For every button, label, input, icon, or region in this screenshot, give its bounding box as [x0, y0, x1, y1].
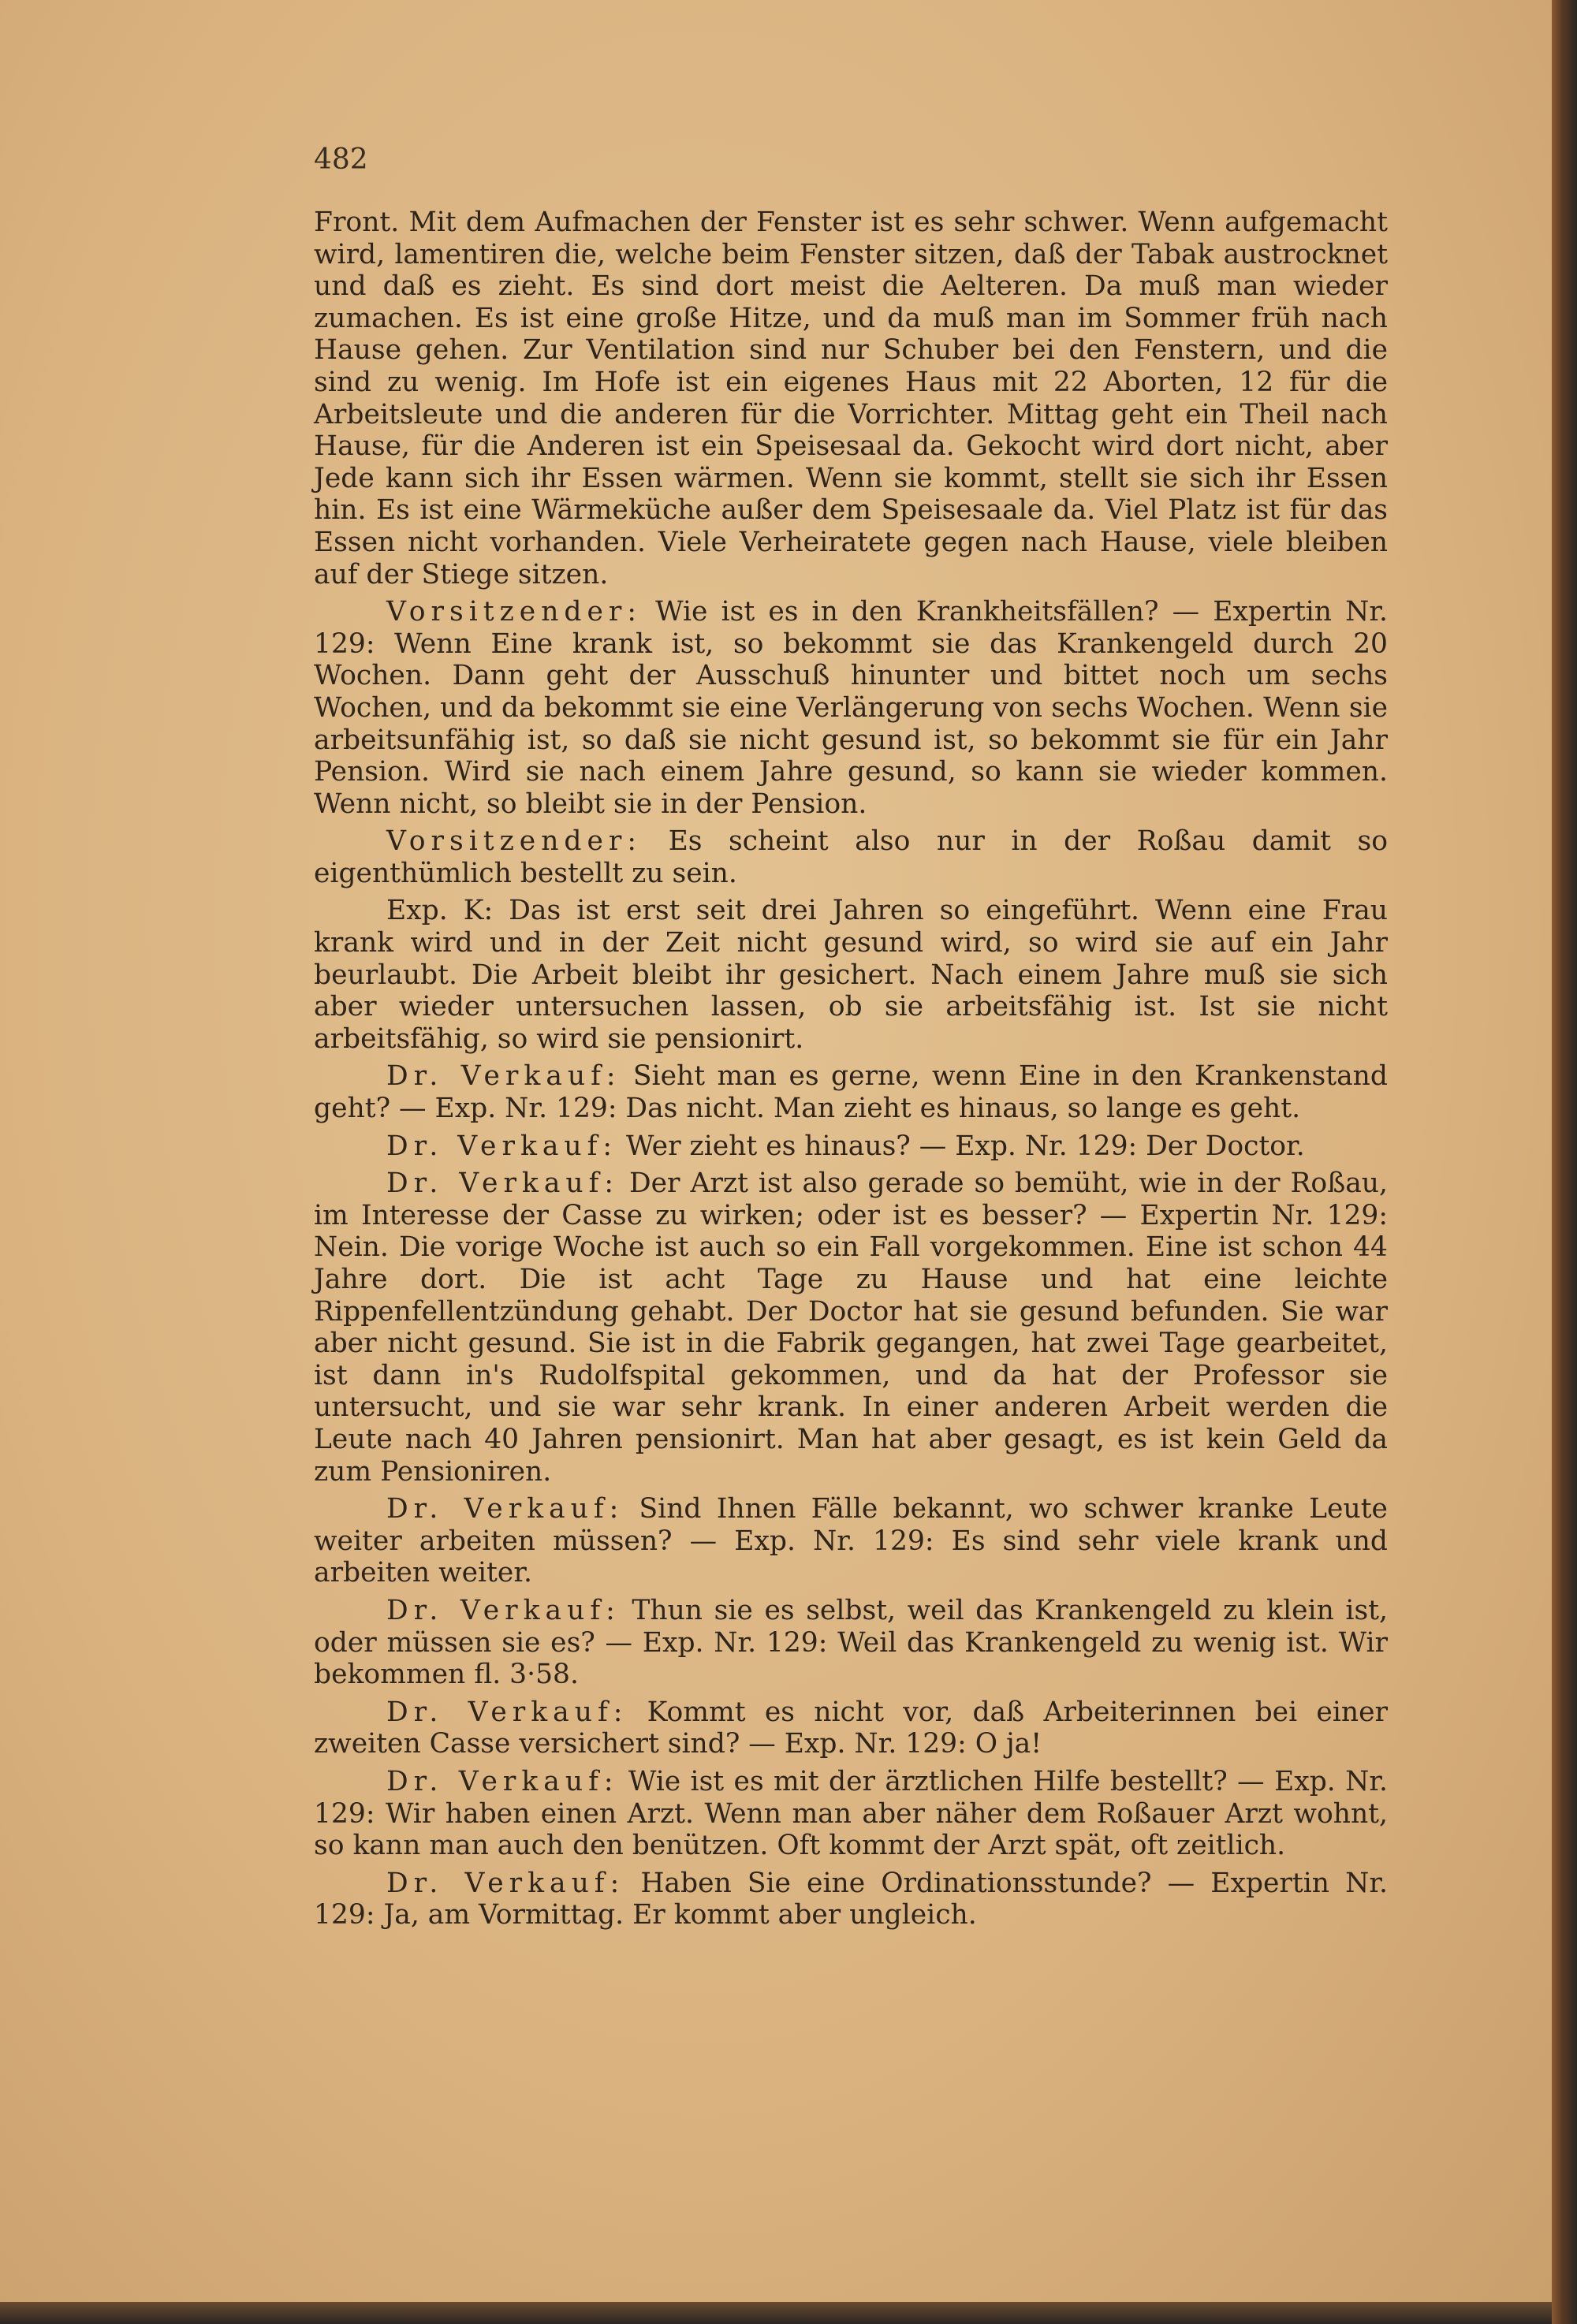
speaker-label: Dr. Verkauf:	[386, 1130, 618, 1162]
paragraph-text: Es scheint also nur in der Roßau damit so eigenthümlich bestellt zu sein.	[314, 825, 1388, 889]
paragraph	[314, 1868, 1388, 1931]
paragraph-text: Kommt es nicht vor, daß Arbeiterinnen bei einer zweiten Casse versichert sind? — Exp. Nr. 129: O ja!	[314, 1696, 1388, 1760]
speaker-label: Dr. Verkauf:	[386, 1867, 625, 1899]
paragraph-text: Sieht man es gerne, wenn Eine in den Krankenstand geht? — Exp. Nr. 129: Das nicht. Man zieht es hinaus, so lange es geht.	[314, 1060, 1388, 1125]
paragraph-text: Wer zieht es hinaus? — Exp. Nr. 129: Der Doctor.	[617, 1130, 1305, 1162]
paragraph-text: Wie ist es mit der ärztlichen Hilfe bestellt? — Exp. Nr. 129: Wir haben einen Arzt. Wenn man aber näher dem Roßauer Arzt wohnt, so kann man auch den benützen. Oft kommt der Arzt spät, oft zeitlich.	[314, 1765, 1388, 1862]
paragraph	[314, 1696, 1388, 1760]
paragraph	[314, 207, 1388, 590]
page-number: 482	[314, 143, 368, 176]
paragraph	[314, 1060, 1388, 1124]
text-block	[314, 207, 1388, 1931]
paragraph-text: Haben Sie eine Ordinationsstunde? — Expertin Nr. 129: Ja, am Vormittag. Er kommt aber ungleich.	[314, 1867, 1388, 1931]
paragraph-text: Der Arzt ist also gerade so bemüht, wie in der Roßau, im Interesse der Casse zu wirken; oder ist es besser? — Expertin Nr. 129: Nein. Die vorige Woche ist auch so ein Fall vorgekommen. Eine ist schon 44 Jahre dort. Die ist acht Tage zu Hause und hat eine leichte Rippenfellentzündung gehabt. Der Doctor hat sie gesund befunden. Sie war aber nicht gesund. Sie ist in die Fabrik gegangen, hat zwei Tage gearbeitet, ist dann in's Rudolfspital gekommen, und da hat der Professor sie untersucht, und sie war sehr krank. In einer anderen Arbeit werden die Leute nach 40 Jahren pensionirt. Man hat aber gesagt, es ist kein Geld da zum Pensioniren.	[314, 1168, 1388, 1488]
paragraph	[314, 1493, 1388, 1589]
paragraph	[314, 1766, 1388, 1862]
speaker-label: Vorsitzender:	[386, 825, 643, 858]
speaker-label: Dr. Verkauf:	[386, 1168, 620, 1200]
book-spine-edge	[1552, 0, 1577, 2324]
paragraph	[314, 1130, 1388, 1163]
speaker-label: Dr. Verkauf:	[386, 1696, 628, 1728]
paragraph	[314, 1168, 1388, 1488]
page-bottom-edge	[0, 2302, 1552, 2324]
paragraph-text: Front. Mit dem Aufmachen der Fenster ist es sehr schwer. Wenn aufgemacht wird, lamentiren die, welche beim Fenster sitzen, daß der Tabak austrocknet und daß es zieht. Es sind dort meist die Aelteren. Da muß man wieder zumachen. Es ist eine große Hitze, und da muß man im Sommer früh nach Hause gehen. Zur Ventilation sind nur Schuber bei den Fenstern, und die sind zu wenig. Im Hofe ist ein eigenes Haus mit 22 Aborten, 12 für die Arbeitsleute und die anderen für die Vorrichter. Mittag geht ein Theil nach Hause, für die Anderen ist ein Speisesaal da. Gekocht wird dort nicht, aber Jede kann sich ihr Essen wärmen. Wenn sie kommt, stellt sie sich ihr Essen hin. Es ist eine Wärmeküche außer dem Speisesaale da. Viel Platz ist für das Essen nicht vorhanden. Viele Verheiratete gegen nach Hause, viele bleiben auf der Stiege sitzen.	[314, 207, 1388, 590]
paragraph-text: Exp. K: Das ist erst seit drei Jahren so eingeführt. Wenn eine Frau krank wird und in der Zeit nicht gesund wird, so wird sie auf ein Jahr beurlaubt. Die Arbeit bleibt ihr gesichert. Nach einem Jahre muß sie sich aber wieder untersuchen lassen, ob sie arbeitsfähig ist. Ist sie nicht arbeitsfähig, so wird sie pensionirt.	[314, 895, 1388, 1055]
speaker-label: Vorsitzender:	[386, 596, 643, 628]
speaker-label: Dr. Verkauf:	[386, 1765, 619, 1797]
paragraph	[314, 596, 1388, 820]
speaker-label: Dr. Verkauf:	[386, 1594, 621, 1626]
paragraph	[314, 825, 1388, 889]
paragraph-text: Wie ist es in den Krankheitsfällen? — Expertin Nr. 129: Wenn Eine krank ist, so bekommt sie das Krankengeld durch 20 Wochen. Dann geht der Ausschuß hinunter und bittet noch um sechs Wochen, und da bekommt sie eine Verlängerung von sechs Wochen. Wenn sie arbeitsunfähig ist, so daß sie nicht gesund ist, so bekommt sie für ein Jahr Pension. Wird sie nach einem Jahre gesund, so kann sie wieder kommen. Wenn nicht, so bleibt sie in der Pension.	[314, 596, 1388, 820]
speaker-label: Dr. Verkauf:	[386, 1060, 621, 1093]
paragraph-text: Thun sie es selbst, weil das Krankengeld zu klein ist, oder müssen sie es? — Exp. Nr. 129: Weil das Krankengeld zu wenig ist. Wir bekommen fl. 3·58.	[314, 1594, 1388, 1691]
paragraph-text: Sind Ihnen Fälle bekannt, wo schwer kranke Leute weiter arbeiten müssen? — Exp. Nr. 129: Es sind sehr viele krank und arbeiten weiter.	[314, 1493, 1388, 1589]
paragraph	[314, 895, 1388, 1055]
speaker-label: Dr. Verkauf:	[386, 1493, 624, 1525]
paragraph	[314, 1595, 1388, 1691]
